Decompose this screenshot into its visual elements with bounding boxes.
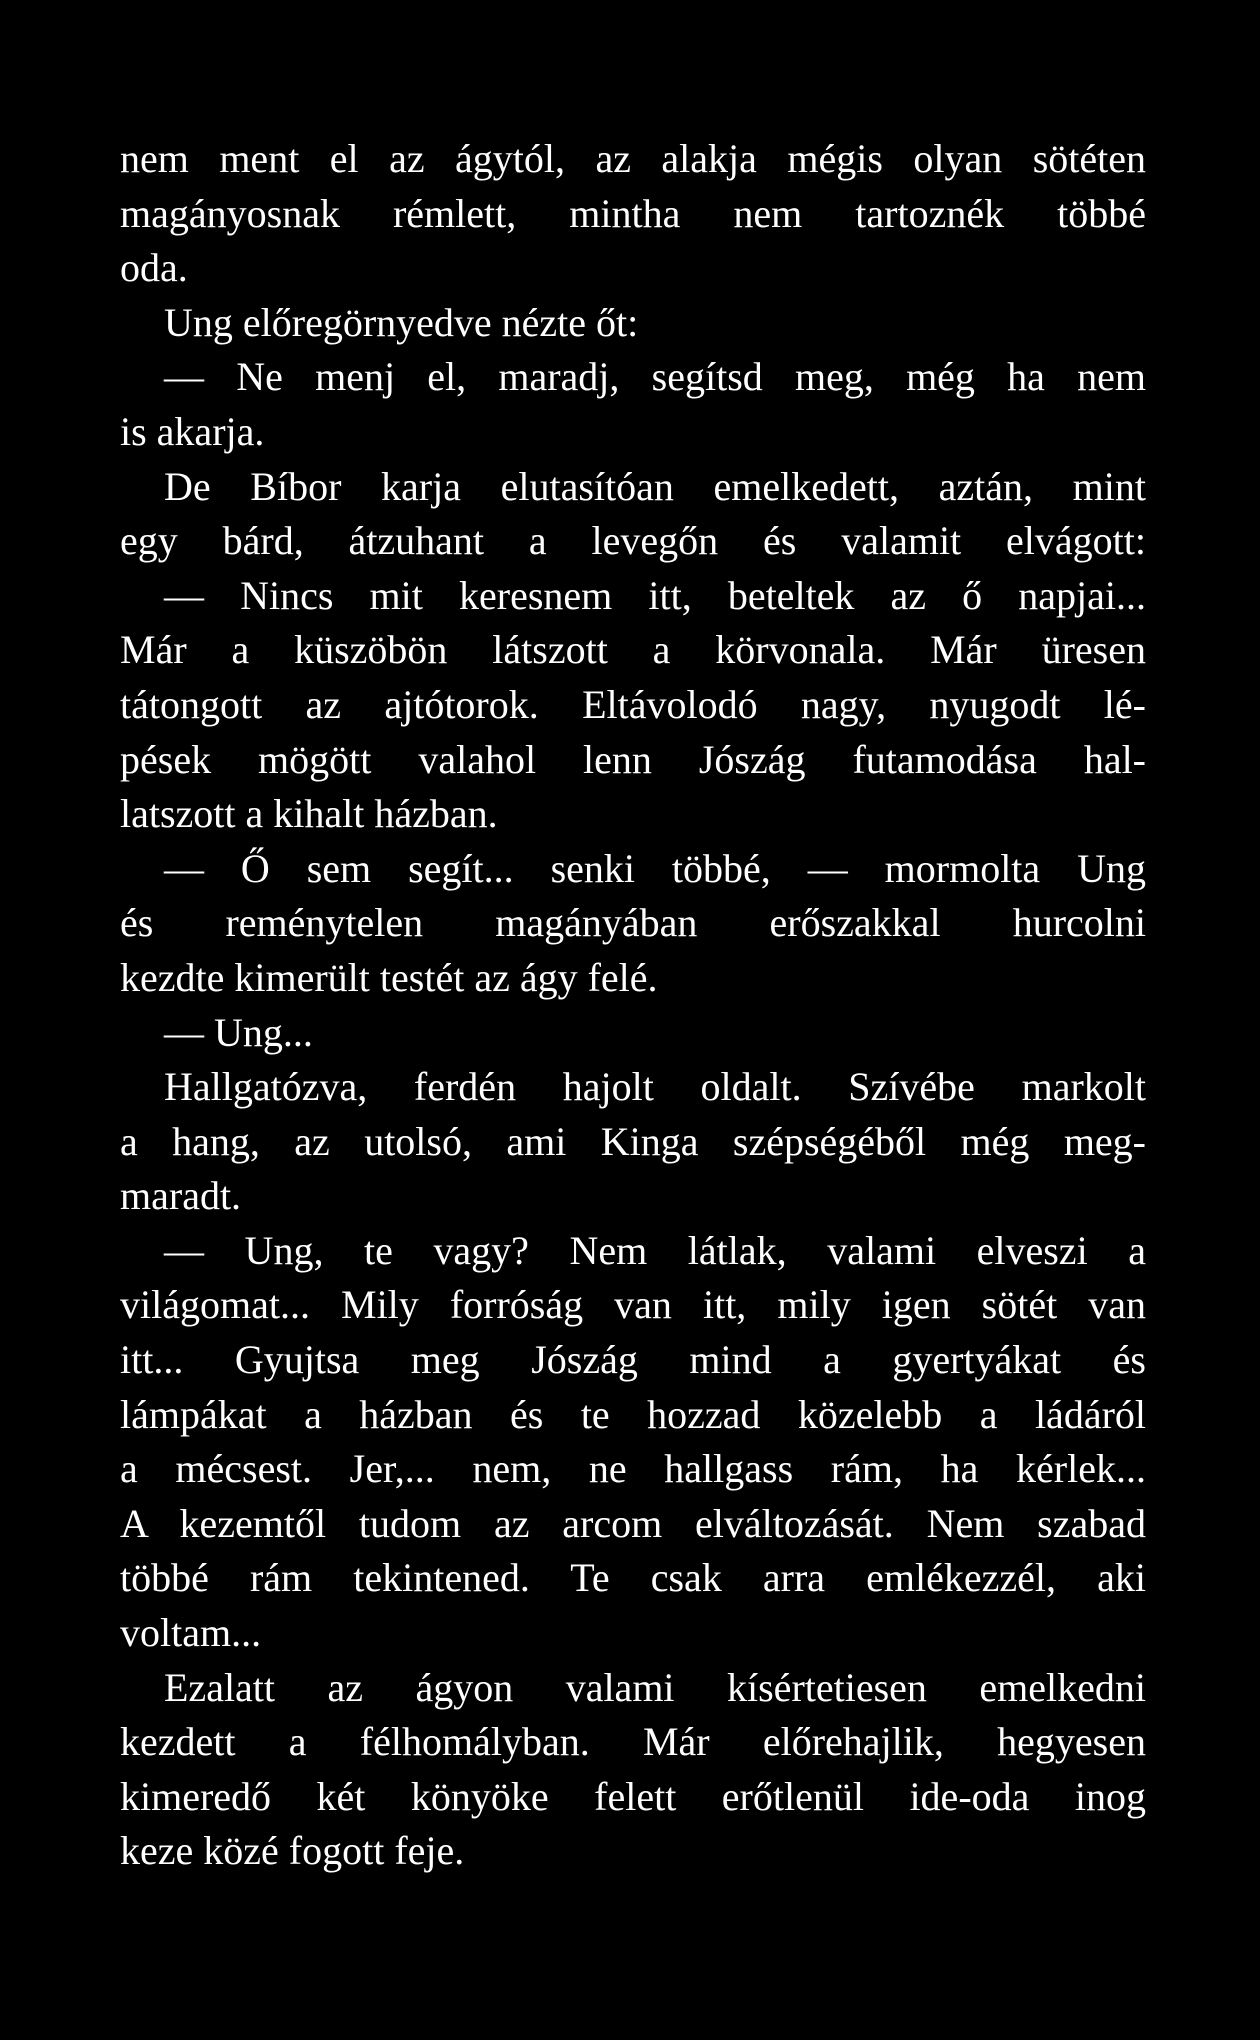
text-line: nem ment el az ágytól, az alakja mégis olyan sötéten [120, 136, 1146, 181]
text-line: kezdett a félhomályban. Már előrehajlik, hegyesen [120, 1719, 1146, 1765]
body-text [120, 132, 1146, 1879]
text-line: — Ne menj el, maradj, segítsd meg, még ha nem [164, 354, 1146, 400]
text-line: maradt. [120, 1173, 242, 1219]
text-line: voltam... [120, 1610, 262, 1656]
text-line: többé rám tekintened. Te csak arra emlékezzél, aki [120, 1555, 1146, 1601]
text-line: Ezalatt az ágyon valami kísértetiesen emelkedni [164, 1664, 1146, 1710]
text-line: oda. [120, 245, 188, 291]
text-line: a hang, az utolsó, ami Kinga szépségéből még meg- [120, 1118, 1146, 1164]
text-line: latszott a kihalt házban. [120, 791, 498, 837]
text-line: kimeredő két könyöke felett erőtlenül ide-oda inog [120, 1773, 1146, 1819]
text-line: pések mögött valahol lenn Jószág futamodása hal- [120, 736, 1146, 782]
text-line: Már a küszöbön látszott a körvonala. Már üresen [120, 627, 1146, 673]
text-line: a mécsest. Jer,... nem, ne hallgass rám, ha kérlek... [120, 1446, 1146, 1492]
text-line: magányosnak rémlett, mintha nem tartoznék többé [120, 190, 1146, 236]
text-line: lámpákat a házban és te hozzad közelebb a ládáról [120, 1391, 1146, 1437]
text-line: — Ung, te vagy? Nem látlak, valami elveszi a [164, 1227, 1146, 1273]
text-line: világomat... Mily forróság van itt, mily igen sötét van [120, 1282, 1146, 1328]
text-line: — Nincs mit keresnem itt, beteltek az ő napjai... [164, 572, 1146, 618]
text-line: — Ung... [164, 1009, 313, 1055]
text-line: itt... Gyujtsa meg Jószág mind a gyertyákat és [120, 1337, 1146, 1383]
text-line: és reménytelen magányában erőszakkal hurcolni [120, 900, 1146, 946]
text-line: Ung előregörnyedve nézte őt: [164, 299, 639, 345]
text-line: is akarja. [120, 408, 265, 454]
text-line: tátongott az ajtótorok. Eltávolodó nagy, nyugodt lé- [120, 681, 1146, 727]
text-line: Hallgatózva, ferdén hajolt oldalt. Szívébe markolt [164, 1064, 1146, 1110]
text-line: — Ő sem segít... senki többé, — mormolta Ung [164, 845, 1146, 891]
text-line: egy bárd, átzuhant a levegőn és valamit elvágott: [120, 518, 1146, 564]
text-line: De Bíbor karja elutasítóan emelkedett, aztán, mint [164, 463, 1146, 509]
text-line: keze közé fogott feje. [120, 1828, 465, 1874]
text-line: A kezemtől tudom az arcom elváltozását. Nem szabad [120, 1500, 1146, 1546]
text-line: kezdte kimerült testét az ágy felé. [120, 954, 658, 1000]
